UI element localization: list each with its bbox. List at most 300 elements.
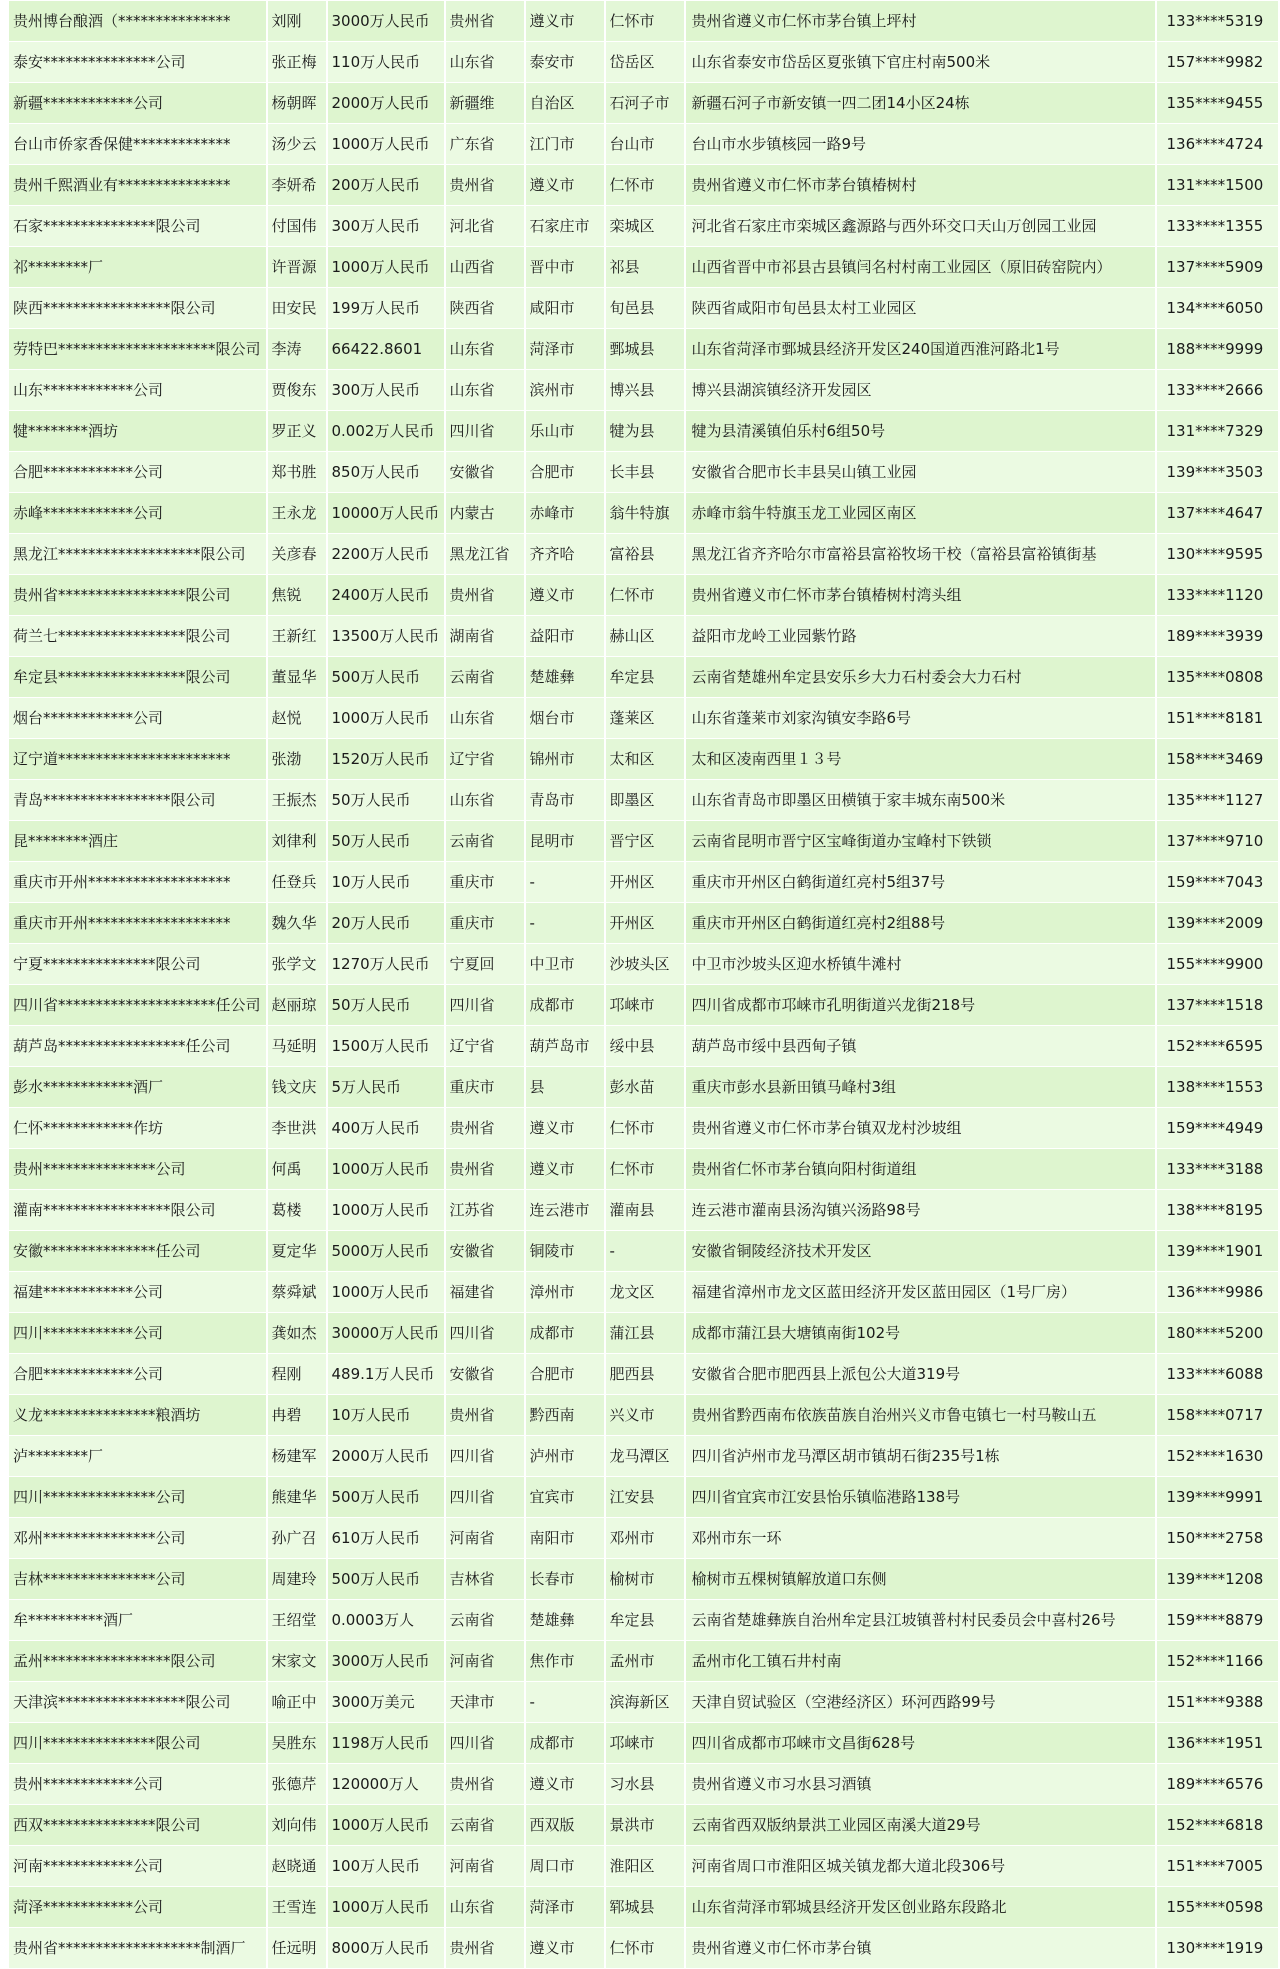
city-cell: 县 <box>525 1067 605 1108</box>
legal-representative-cell: 任登兵 <box>267 862 327 903</box>
address-cell: 葫芦岛市绥中县西甸子镇 <box>685 1026 1156 1067</box>
city-cell: 宜宾市 <box>525 1477 605 1518</box>
legal-representative-cell: 田安民 <box>267 288 327 329</box>
city-cell: 齐齐哈 <box>525 534 605 575</box>
address-cell: 山东省菏泽市郓城县经济开发区创业路东段路北 <box>685 1887 1156 1928</box>
table-row <box>9 1395 1279 1436</box>
table-row <box>9 862 1279 903</box>
province-cell: 湖南省 <box>445 616 525 657</box>
district-cell: 彭水苗 <box>605 1067 685 1108</box>
company-name-cell: 黑龙江*******************限公司 <box>9 534 267 575</box>
province-cell: 四川省 <box>445 1477 525 1518</box>
table-row <box>9 1149 1279 1190</box>
district-cell: - <box>605 1231 685 1272</box>
registered-capital-cell: 50万人民币 <box>327 821 445 862</box>
company-name-cell: 泸********厂 <box>9 1436 267 1477</box>
registered-capital-cell: 0.002万人民币 <box>327 411 445 452</box>
company-name-cell: 泰安***************公司 <box>9 42 267 83</box>
company-name-cell: 犍********酒坊 <box>9 411 267 452</box>
address-cell: 贵州省遵义市仁怀市茅台镇双龙村沙坡组 <box>685 1108 1156 1149</box>
address-cell: 邓州市东一环 <box>685 1518 1156 1559</box>
company-name-cell: 祁********厂 <box>9 247 267 288</box>
city-cell: 葫芦岛市 <box>525 1026 605 1067</box>
city-cell: 遵义市 <box>525 1764 605 1805</box>
city-cell: 自治区 <box>525 83 605 124</box>
phone-cell: 136****9986 <box>1156 1272 1279 1313</box>
province-cell: 宁夏回 <box>445 944 525 985</box>
table-row <box>9 411 1279 452</box>
address-cell: 重庆市开州区白鹤街道红亮村5组37号 <box>685 862 1156 903</box>
city-cell: 成都市 <box>525 1723 605 1764</box>
table-row <box>9 1067 1279 1108</box>
registered-capital-cell: 120000万人 <box>327 1764 445 1805</box>
phone-cell: 158****0717 <box>1156 1395 1279 1436</box>
registered-capital-cell: 1500万人民币 <box>327 1026 445 1067</box>
table-row <box>9 1846 1279 1887</box>
registered-capital-cell: 10000万人民币 <box>327 493 445 534</box>
district-cell: 沙坡头区 <box>605 944 685 985</box>
table-row <box>9 1108 1279 1149</box>
registered-capital-cell: 3000万人民币 <box>327 1 445 42</box>
table-row <box>9 821 1279 862</box>
address-cell: 安徽省合肥市肥西县上派包公大道319号 <box>685 1354 1156 1395</box>
legal-representative-cell: 任远明 <box>267 1928 327 1969</box>
company-name-cell: 安徽***************任公司 <box>9 1231 267 1272</box>
district-cell: 赫山区 <box>605 616 685 657</box>
table-row <box>9 1682 1279 1723</box>
district-cell: 博兴县 <box>605 370 685 411</box>
district-cell: 邛崃市 <box>605 985 685 1026</box>
company-name-cell: 孟州*****************限公司 <box>9 1641 267 1682</box>
address-cell: 贵州省遵义市仁怀市茅台镇椿树村湾头组 <box>685 575 1156 616</box>
province-cell: 山东省 <box>445 698 525 739</box>
legal-representative-cell: 程刚 <box>267 1354 327 1395</box>
registered-capital-cell: 500万人民币 <box>327 1477 445 1518</box>
table-row <box>9 370 1279 411</box>
table-row <box>9 1313 1279 1354</box>
city-cell: 滨州市 <box>525 370 605 411</box>
province-cell: 河南省 <box>445 1846 525 1887</box>
district-cell: 榆树市 <box>605 1559 685 1600</box>
table-row <box>9 903 1279 944</box>
company-name-cell: 贵州博台酿酒（*************** <box>9 1 267 42</box>
address-cell: 山东省泰安市岱岳区夏张镇下官庄村南500米 <box>685 42 1156 83</box>
district-cell: 滨海新区 <box>605 1682 685 1723</box>
district-cell: 仁怀市 <box>605 165 685 206</box>
legal-representative-cell: 何禹 <box>267 1149 327 1190</box>
legal-representative-cell: 付国伟 <box>267 206 327 247</box>
table-row <box>9 780 1279 821</box>
address-cell: 山东省菏泽市鄄城县经济开发区240国道西淮河路北1号 <box>685 329 1156 370</box>
address-cell: 山东省青岛市即墨区田横镇于家丰城东南500米 <box>685 780 1156 821</box>
address-cell: 天津自贸试验区（空港经济区）环河西路99号 <box>685 1682 1156 1723</box>
table-row <box>9 83 1279 124</box>
address-cell: 成都市蒲江县大塘镇南街102号 <box>685 1313 1156 1354</box>
phone-cell: 130****9595 <box>1156 534 1279 575</box>
city-cell: 焦作市 <box>525 1641 605 1682</box>
phone-cell: 152****6595 <box>1156 1026 1279 1067</box>
city-cell: 周口市 <box>525 1846 605 1887</box>
company-name-cell: 劳特巴*********************限公司 <box>9 329 267 370</box>
company-name-cell: 四川************公司 <box>9 1313 267 1354</box>
address-cell: 河南省周口市淮阳区城关镇龙都大道北段306号 <box>685 1846 1156 1887</box>
table-row <box>9 1231 1279 1272</box>
phone-cell: 151****9388 <box>1156 1682 1279 1723</box>
district-cell: 犍为县 <box>605 411 685 452</box>
legal-representative-cell: 罗正义 <box>267 411 327 452</box>
company-name-cell: 贵州************公司 <box>9 1764 267 1805</box>
province-cell: 贵州省 <box>445 1 525 42</box>
table-row <box>9 985 1279 1026</box>
legal-representative-cell: 孙广召 <box>267 1518 327 1559</box>
province-cell: 贵州省 <box>445 165 525 206</box>
legal-representative-cell: 宋家文 <box>267 1641 327 1682</box>
legal-representative-cell: 李妍希 <box>267 165 327 206</box>
city-cell: 合肥市 <box>525 452 605 493</box>
company-name-cell: 河南************公司 <box>9 1846 267 1887</box>
company-name-cell: 四川省*********************任公司 <box>9 985 267 1026</box>
table-row <box>9 944 1279 985</box>
district-cell: 江安县 <box>605 1477 685 1518</box>
province-cell: 江苏省 <box>445 1190 525 1231</box>
phone-cell: 133****1355 <box>1156 206 1279 247</box>
registered-capital-cell: 0.0003万人 <box>327 1600 445 1641</box>
phone-cell: 137****9710 <box>1156 821 1279 862</box>
legal-representative-cell: 钱文庆 <box>267 1067 327 1108</box>
address-cell: 重庆市开州区白鹤街道红亮村2组88号 <box>685 903 1156 944</box>
province-cell: 重庆市 <box>445 1067 525 1108</box>
registered-capital-cell: 850万人民币 <box>327 452 445 493</box>
phone-cell: 159****4949 <box>1156 1108 1279 1149</box>
district-cell: 仁怀市 <box>605 1108 685 1149</box>
legal-representative-cell: 赵悦 <box>267 698 327 739</box>
registered-capital-cell: 10万人民币 <box>327 862 445 903</box>
registered-capital-cell: 300万人民币 <box>327 206 445 247</box>
address-cell: 益阳市龙岭工业园紫竹路 <box>685 616 1156 657</box>
province-cell: 贵州省 <box>445 1108 525 1149</box>
province-cell: 广东省 <box>445 124 525 165</box>
registered-capital-cell: 2000万人民币 <box>327 83 445 124</box>
registered-capital-cell: 100万人民币 <box>327 1846 445 1887</box>
table-row <box>9 165 1279 206</box>
table-row <box>9 698 1279 739</box>
company-name-cell: 灌南*****************限公司 <box>9 1190 267 1231</box>
district-cell: 灌南县 <box>605 1190 685 1231</box>
address-cell: 重庆市彭水县新田镇马峰村3组 <box>685 1067 1156 1108</box>
table-row <box>9 1723 1279 1764</box>
address-cell: 太和区凌南西里１３号 <box>685 739 1156 780</box>
legal-representative-cell: 关彦春 <box>267 534 327 575</box>
district-cell: 仁怀市 <box>605 575 685 616</box>
city-cell: 遵义市 <box>525 165 605 206</box>
legal-representative-cell: 赵丽琼 <box>267 985 327 1026</box>
company-name-cell: 邓州***************公司 <box>9 1518 267 1559</box>
address-cell: 贵州省遵义市习水县习酒镇 <box>685 1764 1156 1805</box>
phone-cell: 152****1630 <box>1156 1436 1279 1477</box>
registered-capital-cell: 1198万人民币 <box>327 1723 445 1764</box>
registered-capital-cell: 400万人民币 <box>327 1108 445 1149</box>
legal-representative-cell: 喻正中 <box>267 1682 327 1723</box>
province-cell: 四川省 <box>445 411 525 452</box>
address-cell: 新疆石河子市新安镇一四二团14小区24栋 <box>685 83 1156 124</box>
province-cell: 黑龙江省 <box>445 534 525 575</box>
province-cell: 贵州省 <box>445 1149 525 1190</box>
address-cell: 河北省石家庄市栾城区鑫源路与西外环交口天山万创园工业园 <box>685 206 1156 247</box>
company-name-cell: 青岛*****************限公司 <box>9 780 267 821</box>
registered-capital-cell: 199万人民币 <box>327 288 445 329</box>
registered-capital-cell: 489.1万人民币 <box>327 1354 445 1395</box>
city-cell: 成都市 <box>525 1313 605 1354</box>
phone-cell: 136****4724 <box>1156 124 1279 165</box>
legal-representative-cell: 杨朝晖 <box>267 83 327 124</box>
company-name-cell: 牟定县*****************限公司 <box>9 657 267 698</box>
registered-capital-cell: 3000万人民币 <box>327 1641 445 1682</box>
table-row <box>9 452 1279 493</box>
table-row <box>9 1518 1279 1559</box>
phone-cell: 151****7005 <box>1156 1846 1279 1887</box>
phone-cell: 189****3939 <box>1156 616 1279 657</box>
registered-capital-cell: 1270万人民币 <box>327 944 445 985</box>
address-cell: 四川省成都市邛崃市孔明街道兴龙街218号 <box>685 985 1156 1026</box>
company-name-cell: 荷兰七*****************限公司 <box>9 616 267 657</box>
legal-representative-cell: 贾俊东 <box>267 370 327 411</box>
company-name-cell: 吉林***************公司 <box>9 1559 267 1600</box>
district-cell: 习水县 <box>605 1764 685 1805</box>
phone-cell: 189****6576 <box>1156 1764 1279 1805</box>
district-cell: 龙马潭区 <box>605 1436 685 1477</box>
city-cell: - <box>525 903 605 944</box>
province-cell: 安徽省 <box>445 1231 525 1272</box>
address-cell: 台山市水步镇核园一路9号 <box>685 124 1156 165</box>
table-row <box>9 1190 1279 1231</box>
province-cell: 云南省 <box>445 1600 525 1641</box>
city-cell: 烟台市 <box>525 698 605 739</box>
phone-cell: 152****6818 <box>1156 1805 1279 1846</box>
table-row <box>9 124 1279 165</box>
legal-representative-cell: 王绍堂 <box>267 1600 327 1641</box>
district-cell: 石河子市 <box>605 83 685 124</box>
phone-cell: 139****2009 <box>1156 903 1279 944</box>
city-cell: 中卫市 <box>525 944 605 985</box>
city-cell: 江门市 <box>525 124 605 165</box>
table-row <box>9 1026 1279 1067</box>
district-cell: 开州区 <box>605 862 685 903</box>
registered-capital-cell: 1000万人民币 <box>327 1887 445 1928</box>
legal-representative-cell: 刘刚 <box>267 1 327 42</box>
city-cell: 遵义市 <box>525 1928 605 1969</box>
table-row <box>9 493 1279 534</box>
legal-representative-cell: 王雪连 <box>267 1887 327 1928</box>
province-cell: 天津市 <box>445 1682 525 1723</box>
legal-representative-cell: 吴胜东 <box>267 1723 327 1764</box>
registered-capital-cell: 50万人民币 <box>327 780 445 821</box>
district-cell: 肥西县 <box>605 1354 685 1395</box>
phone-cell: 137****1518 <box>1156 985 1279 1026</box>
address-cell: 云南省西双版纳景洪工业园区南溪大道29号 <box>685 1805 1156 1846</box>
company-name-cell: 辽宁道*********************** <box>9 739 267 780</box>
company-name-cell: 台山市侨家香保健************* <box>9 124 267 165</box>
table-row <box>9 657 1279 698</box>
table-row <box>9 534 1279 575</box>
phone-cell: 139****1901 <box>1156 1231 1279 1272</box>
district-cell: 牟定县 <box>605 1600 685 1641</box>
legal-representative-cell: 郑书胜 <box>267 452 327 493</box>
table-row <box>9 206 1279 247</box>
city-cell: 锦州市 <box>525 739 605 780</box>
district-cell: 台山市 <box>605 124 685 165</box>
province-cell: 重庆市 <box>445 862 525 903</box>
province-cell: 河南省 <box>445 1641 525 1682</box>
legal-representative-cell: 葛楼 <box>267 1190 327 1231</box>
province-cell: 四川省 <box>445 1436 525 1477</box>
district-cell: 淮阳区 <box>605 1846 685 1887</box>
table-row <box>9 247 1279 288</box>
company-name-cell: 牟**********酒厂 <box>9 1600 267 1641</box>
table-row <box>9 288 1279 329</box>
phone-cell: 133****6088 <box>1156 1354 1279 1395</box>
phone-cell: 159****7043 <box>1156 862 1279 903</box>
phone-cell: 133****2666 <box>1156 370 1279 411</box>
company-table-body <box>9 1 1279 1969</box>
table-row <box>9 1477 1279 1518</box>
table-row <box>9 329 1279 370</box>
district-cell: 兴义市 <box>605 1395 685 1436</box>
city-cell: 泸州市 <box>525 1436 605 1477</box>
phone-cell: 137****5909 <box>1156 247 1279 288</box>
address-cell: 孟州市化工镇石井村南 <box>685 1641 1156 1682</box>
province-cell: 四川省 <box>445 985 525 1026</box>
city-cell: 成都市 <box>525 985 605 1026</box>
company-name-cell: 昆********酒庄 <box>9 821 267 862</box>
district-cell: 栾城区 <box>605 206 685 247</box>
registered-capital-cell: 66422.8601 <box>327 329 445 370</box>
city-cell: 遵义市 <box>525 1108 605 1149</box>
city-cell: 铜陵市 <box>525 1231 605 1272</box>
address-cell: 山西省晋中市祁县古县镇闫名村村南工业园区（原旧砖窑院内） <box>685 247 1156 288</box>
district-cell: 龙文区 <box>605 1272 685 1313</box>
registered-capital-cell: 2200万人民币 <box>327 534 445 575</box>
legal-representative-cell: 汤少云 <box>267 124 327 165</box>
legal-representative-cell: 李涛 <box>267 329 327 370</box>
company-name-cell: 合肥************公司 <box>9 452 267 493</box>
address-cell: 贵州省仁怀市茅台镇向阳村街道组 <box>685 1149 1156 1190</box>
registered-capital-cell: 200万人民币 <box>327 165 445 206</box>
district-cell: 太和区 <box>605 739 685 780</box>
province-cell: 安徽省 <box>445 1354 525 1395</box>
province-cell: 贵州省 <box>445 1928 525 1969</box>
registered-capital-cell: 1520万人民币 <box>327 739 445 780</box>
province-cell: 安徽省 <box>445 452 525 493</box>
district-cell: 开州区 <box>605 903 685 944</box>
phone-cell: 139****9991 <box>1156 1477 1279 1518</box>
legal-representative-cell: 马延明 <box>267 1026 327 1067</box>
registered-capital-cell: 1000万人民币 <box>327 1805 445 1846</box>
company-name-cell: 四川***************公司 <box>9 1477 267 1518</box>
phone-cell: 133****3188 <box>1156 1149 1279 1190</box>
registered-capital-cell: 2000万人民币 <box>327 1436 445 1477</box>
address-cell: 四川省宜宾市江安县怡乐镇临港路138号 <box>685 1477 1156 1518</box>
city-cell: 黔西南 <box>525 1395 605 1436</box>
phone-cell: 151****8181 <box>1156 698 1279 739</box>
address-cell: 博兴县湖滨镇经济开发园区 <box>685 370 1156 411</box>
district-cell: 晋宁区 <box>605 821 685 862</box>
legal-representative-cell: 董显华 <box>267 657 327 698</box>
legal-representative-cell: 夏定华 <box>267 1231 327 1272</box>
address-cell: 贵州省遵义市仁怀市茅台镇上坪村 <box>685 1 1156 42</box>
province-cell: 云南省 <box>445 1805 525 1846</box>
table-row <box>9 1805 1279 1846</box>
address-cell: 云南省昆明市晋宁区宝峰街道办宝峰村下铁锁 <box>685 821 1156 862</box>
company-table <box>8 0 1280 1969</box>
district-cell: 富裕县 <box>605 534 685 575</box>
registered-capital-cell: 1000万人民币 <box>327 124 445 165</box>
registered-capital-cell: 20万人民币 <box>327 903 445 944</box>
address-cell: 陕西省咸阳市旬邑县太村工业园区 <box>685 288 1156 329</box>
legal-representative-cell: 刘律利 <box>267 821 327 862</box>
address-cell: 安徽省合肥市长丰县吴山镇工业园 <box>685 452 1156 493</box>
district-cell: 蓬莱区 <box>605 698 685 739</box>
address-cell: 中卫市沙坡头区迎水桥镇牛滩村 <box>685 944 1156 985</box>
legal-representative-cell: 王永龙 <box>267 493 327 534</box>
district-cell: 仁怀市 <box>605 1 685 42</box>
phone-cell: 138****1553 <box>1156 1067 1279 1108</box>
company-name-cell: 菏泽************公司 <box>9 1887 267 1928</box>
phone-cell: 134****6050 <box>1156 288 1279 329</box>
province-cell: 云南省 <box>445 657 525 698</box>
phone-cell: 130****1919 <box>1156 1928 1279 1969</box>
address-cell: 犍为县清溪镇伯乐村6组50号 <box>685 411 1156 452</box>
province-cell: 山东省 <box>445 780 525 821</box>
legal-representative-cell: 焦锐 <box>267 575 327 616</box>
province-cell: 贵州省 <box>445 1395 525 1436</box>
registered-capital-cell: 500万人民币 <box>327 657 445 698</box>
district-cell: 长丰县 <box>605 452 685 493</box>
company-name-cell: 重庆市开州******************* <box>9 903 267 944</box>
city-cell: 连云港市 <box>525 1190 605 1231</box>
province-cell: 辽宁省 <box>445 739 525 780</box>
district-cell: 旬邑县 <box>605 288 685 329</box>
company-name-cell: 重庆市开州******************* <box>9 862 267 903</box>
registered-capital-cell: 610万人民币 <box>327 1518 445 1559</box>
phone-cell: 135****9455 <box>1156 83 1279 124</box>
province-cell: 陕西省 <box>445 288 525 329</box>
legal-representative-cell: 龚如杰 <box>267 1313 327 1354</box>
legal-representative-cell: 刘向伟 <box>267 1805 327 1846</box>
company-name-cell: 贵州***************公司 <box>9 1149 267 1190</box>
address-cell: 福建省漳州市龙文区蓝田经济开发区蓝田园区（1号厂房） <box>685 1272 1156 1313</box>
province-cell: 新疆维 <box>445 83 525 124</box>
district-cell: 翁牛特旗 <box>605 493 685 534</box>
company-name-cell: 仁怀************作坊 <box>9 1108 267 1149</box>
province-cell: 山东省 <box>445 370 525 411</box>
company-name-cell: 贵州省*****************限公司 <box>9 575 267 616</box>
table-row <box>9 1764 1279 1805</box>
legal-representative-cell: 魏久华 <box>267 903 327 944</box>
company-name-cell: 石家***************限公司 <box>9 206 267 247</box>
registered-capital-cell: 50万人民币 <box>327 985 445 1026</box>
address-cell: 连云港市灌南县汤沟镇兴汤路98号 <box>685 1190 1156 1231</box>
phone-cell: 180****5200 <box>1156 1313 1279 1354</box>
company-name-cell: 合肥************公司 <box>9 1354 267 1395</box>
province-cell: 内蒙古 <box>445 493 525 534</box>
phone-cell: 159****8879 <box>1156 1600 1279 1641</box>
registered-capital-cell: 300万人民币 <box>327 370 445 411</box>
city-cell: 菏泽市 <box>525 1887 605 1928</box>
phone-cell: 155****9900 <box>1156 944 1279 985</box>
phone-cell: 136****1951 <box>1156 1723 1279 1764</box>
company-name-cell: 西双***************限公司 <box>9 1805 267 1846</box>
district-cell: 绥中县 <box>605 1026 685 1067</box>
